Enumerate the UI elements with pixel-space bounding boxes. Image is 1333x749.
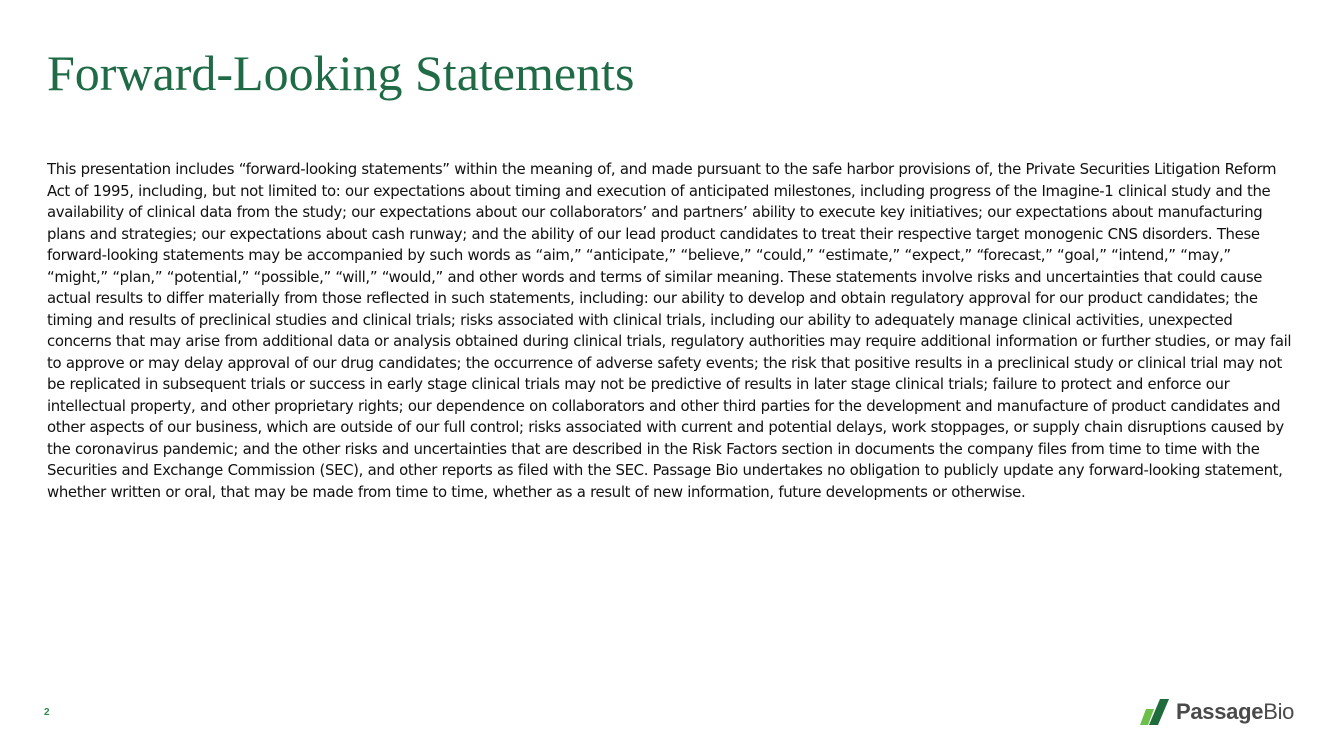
- slide-title: Forward-Looking Statements: [47, 45, 635, 101]
- logo-name-light: Bio: [1263, 699, 1295, 724]
- page-number: 2: [44, 707, 50, 718]
- passage-bio-logo-icon: [1140, 699, 1170, 725]
- disclaimer-paragraph: This presentation includes “forward-looking statements” within the meaning of, and made pursuant to the safe harbor provisions of, the Private Securities Litigation Reform Act of 1995, including, but not limited to: our expectations about timing and execution of anticipated milestones, including progress of the Imagine-1 clinical study and the availability of clinical data from the study; our expectations about our collaborators’ and partners’ ability to execute key initiatives; our expectations about manufacturing plans and strategies; our expectations about cash runway; and the ability of our lead product candidates to treat their respective target monogenic CNS disorders. These forward-looking statements may be accompanied by such words as “aim,” “anticipate,” “believe,” “could,” “estimate,” “expect,” “forecast,” “goal,” “intend,” “may,” “might,” “plan,” “potential,” “possible,” “will,” “would,” and other words and terms of similar meaning. These statements involve risks and uncertainties that could cause actual results to differ materially from those reflected in such statements, including: our ability to develop and obtain regulatory approval for our product candidates; the timing and results of preclinical studies and clinical trials; risks associated with clinical trials, including our ability to adequately manage clinical activities, unexpected concerns that may arise from additional data or analysis obtained during clinical trials, regulatory authorities may require additional information or further studies, or may fail to approve or may delay approval of our drug candidates; the occurrence of adverse safety events; the risk that positive results in a preclinical study or clinical trial may not be replicated in subsequent trials or success in early stage clinical trials may not be predictive of results in later stage clinical trials; failure to protect and enforce our intellectual property, and other proprietary rights; our dependence on collaborators and other third parties for the development and manufacture of product candidates and other aspects of our business, which are outside of our full control; risks associated with current and potential delays, work stoppages, or supply chain disruptions caused by the coronavirus pandemic; and the other risks and uncertainties that are described in the Risk Factors section in documents the company files from time to time with the Securities and Exchange Commission (SEC), and other reports as filed with the SEC. Passage Bio undertakes no obligation to publicly update any forward-looking statement, whether written or oral, that may be made from time to time, whether as a result of new information, future developments or otherwise.: [47, 160, 1292, 501]
- logo-wordmark: [1176, 698, 1294, 726]
- logo-name-bold: Passage: [1176, 699, 1264, 724]
- passage-bio-logo: [1140, 698, 1294, 726]
